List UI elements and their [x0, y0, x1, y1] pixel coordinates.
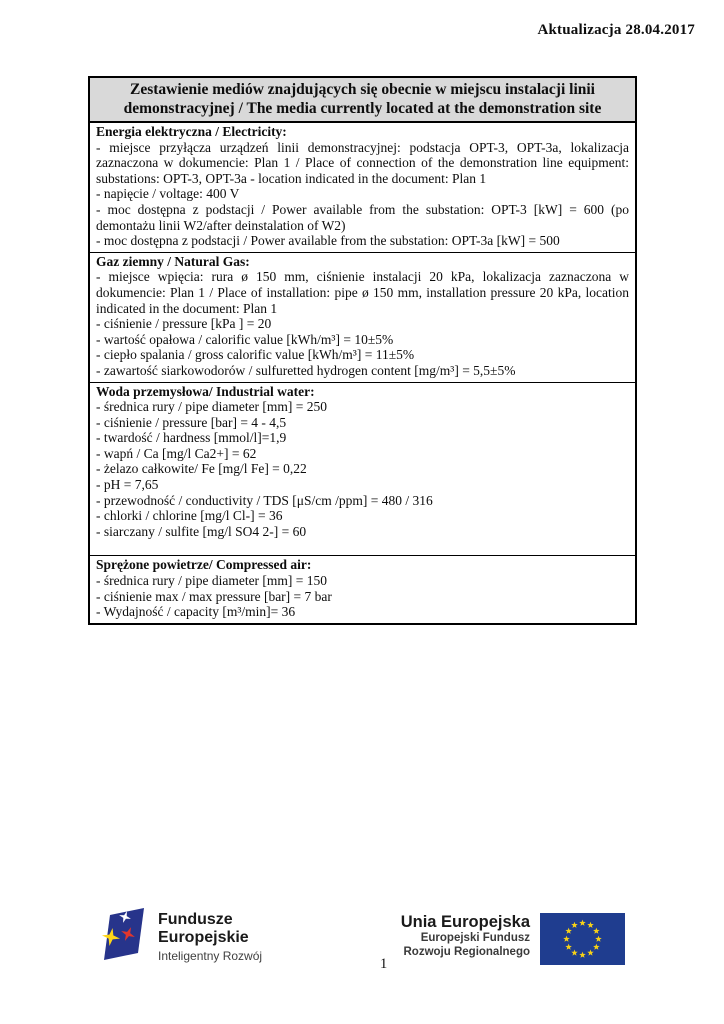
section-title-gas: Gaz ziemny / Natural Gas:	[96, 253, 250, 269]
spec-line: - moc dostępna z podstacji / Power available from the substation: OPT-3 [kW] = 600 (po demontażu linii W2/after deinstalation of W2)	[96, 201, 629, 233]
section-title-water: Woda przemysłowa/ Industrial water:	[96, 383, 315, 399]
section-title-electricity: Energia elektryczna / Electricity:	[96, 124, 287, 139]
fundusze-europejskie-flag-icon	[101, 906, 151, 964]
spec-line: - ciepło spalania / gross calorific value [kWh/m³] = 11±5%	[96, 347, 415, 363]
table-title-line1: Zestawienie mediów znajdujących się obecnie w miejscu instalacji linii	[130, 81, 595, 98]
section-water	[90, 383, 635, 557]
spec-line: - ciśnienie / pressure [kPa ] = 20	[96, 316, 272, 332]
spec-line: - chlorki / chlorine [mg/l Cl-] = 36	[96, 508, 283, 524]
spec-line: - wartość opałowa / calorific value [kWh/m³] = 10±5%	[96, 331, 394, 347]
spec-line: - średnica rury / pipe diameter [mm] = 150	[96, 573, 328, 589]
section-lines-gas	[96, 269, 629, 378]
spec-line: - moc dostępna z podstacji / Power available from the substation: OPT-3a [kW] = 500	[96, 233, 560, 249]
spec-line: - siarczany / sulfite [mg/l SO4 2-] = 60	[96, 523, 307, 539]
section-electricity	[90, 123, 635, 253]
update-date-label: Aktualizacja 28.04.2017	[537, 22, 695, 38]
table-title	[90, 78, 635, 123]
section-lines-air	[96, 573, 629, 620]
section-air	[90, 556, 635, 622]
eu-logo-subtitle-line1: Europejski Fundusz	[420, 932, 530, 944]
spec-line: - żelazo całkowite/ Fe [mg/l Fe] = 0,22	[96, 461, 307, 477]
spec-line: - ciśnienie max / max pressure [bar] = 7 bar	[96, 588, 332, 604]
fundusze-europejskie-logo-text	[158, 911, 262, 963]
eu-logo-subtitle-line2: Rozwoju Regionalnego	[403, 945, 530, 958]
eu-logo-title: Unia Europejska	[400, 913, 530, 931]
spec-line: - miejsce wpięcia: rura ø 150 mm, ciśnienie instalacji 20 kPa, lokalizacja zaznaczona w dokumencie: Plan 1 / Place of installation: pipe ø 150 mm, installation pressure 20 kPa, location indicated in the document: Plan 1	[96, 269, 629, 316]
page-number: 1	[380, 956, 388, 972]
table-title-line2: demonstracyjnej / The media currently located at the demonstration site	[123, 100, 602, 117]
spec-line: - wapń / Ca [mg/l Ca2+] = 62	[96, 445, 257, 461]
spec-line: - ciśnienie / pressure [bar] = 4 - 4,5	[96, 414, 287, 430]
spec-line: - średnica rury / pipe diameter [mm] = 250	[96, 399, 328, 415]
unia-europejska-logo-text	[401, 913, 530, 959]
fe-logo-title-line1: Fundusze	[158, 911, 233, 928]
spec-line: - napięcie / voltage: 400 V	[96, 186, 240, 202]
spec-line: - miejsce przyłącza urządzeń linii demonstracyjnej: podstacja OPT-3, OPT-3a, lokalizacja zaznaczona w dokumencie: Plan 1 / Place of connection of the demonstration line equipment: substations: OPT-3, OPT-3a - location indicated in the document: Plan 1	[96, 139, 629, 186]
media-summary-table	[88, 76, 637, 625]
section-lines-electricity	[96, 140, 629, 249]
section-title-air: Sprężone powietrze/ Compressed air:	[96, 557, 312, 573]
section-lines-water	[96, 399, 629, 539]
fe-logo-subtitle: Inteligentny Rozwój	[158, 949, 263, 963]
fe-logo-title-line2: Europejskie	[158, 928, 249, 946]
spec-line: - przewodność / conductivity / TDS [μS/cm /ppm] = 480 / 316	[96, 492, 433, 508]
spec-line: - Wydajność / capacity [m³/min]= 36	[96, 604, 296, 620]
spec-line: - pH = 7,65	[96, 477, 159, 493]
section-gas	[90, 253, 635, 383]
spec-line: - zawartość siarkowodorów / sulfuretted hydrogen content [mg/m³] = 5,5±5%	[96, 362, 516, 378]
spec-line: - twardość / hardness [mmol/l]=1,9	[96, 430, 287, 446]
eu-flag-icon	[540, 913, 625, 965]
